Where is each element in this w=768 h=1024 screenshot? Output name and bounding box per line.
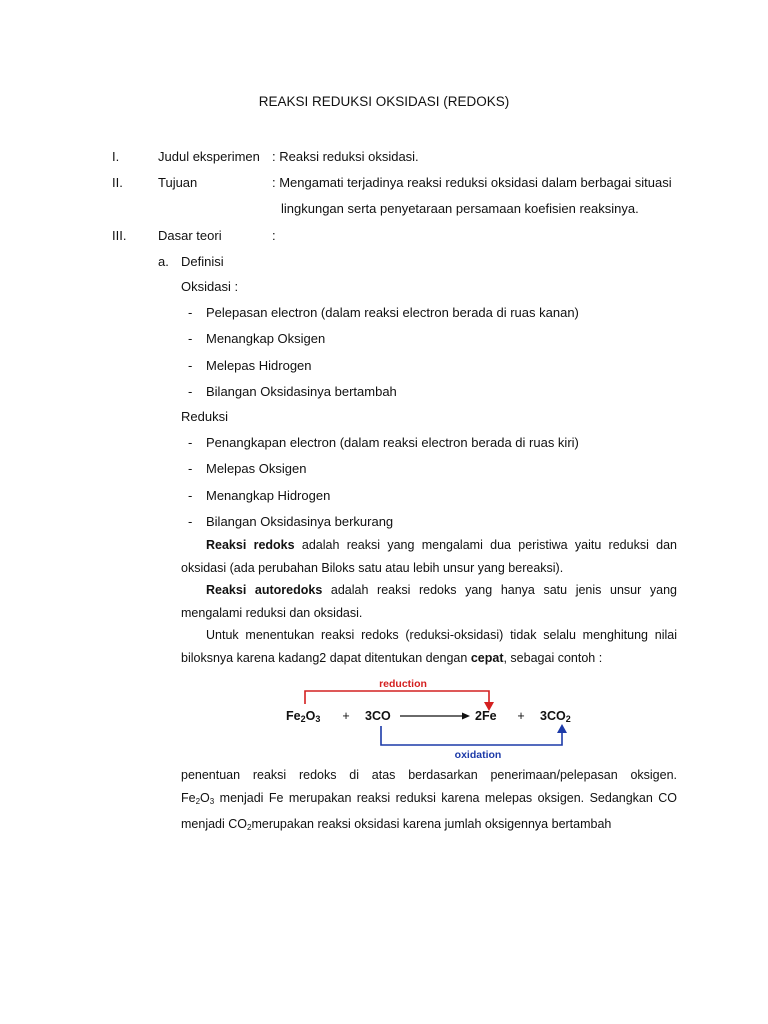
section-value: : bbox=[272, 228, 276, 243]
page-title: REAKSI REDUKSI OKSIDASI (REDOKS) bbox=[258, 94, 510, 109]
list-item: Menangkap Hidrogen bbox=[206, 488, 331, 503]
paragraph-autoredoks bbox=[181, 579, 677, 624]
paragraph-text: , sebagai contoh : bbox=[503, 650, 603, 665]
section-number: III. bbox=[112, 228, 127, 243]
paragraph-text: menjadi Fe merupakan reaksi reduksi karena melepas oksigen. Sedangkan CO bbox=[214, 790, 677, 805]
paragraph-text: merupakan reaksi oksidasi karena jumlah oksigennya bertambah bbox=[251, 817, 612, 831]
bullet-dash: - bbox=[188, 461, 193, 476]
term-redoks: Reaksi redoks bbox=[206, 538, 295, 552]
paragraph-text: oksidasi (ada perubahan Biloks satu atau lebih unsur yang bereaksi). bbox=[181, 560, 564, 575]
reduksi-heading: Reduksi bbox=[181, 409, 228, 424]
reduction-label: reduction bbox=[379, 678, 427, 690]
section-value: : Reaksi reduksi oksidasi. bbox=[272, 149, 419, 164]
reaction-arrowhead bbox=[462, 713, 470, 720]
paragraph-text: biloksnya karena kadang2 dapat ditentukan dengan bbox=[181, 650, 468, 665]
oxidation-bracket bbox=[381, 726, 562, 745]
list-item: Pelepasan electron (dalam reaksi electron berada di ruas kanan) bbox=[206, 305, 579, 320]
reduction-bracket bbox=[305, 691, 489, 704]
section-value-continued: lingkungan serta penyetaraan persamaan koefisien reaksinya. bbox=[281, 201, 639, 216]
section-label: Tujuan bbox=[158, 175, 198, 190]
bullet-dash: - bbox=[188, 435, 193, 450]
subscript: 2 bbox=[247, 823, 252, 832]
formula-text: O bbox=[200, 790, 210, 805]
paragraph-text: adalah reaksi yang mengalami dua peristiwa yaitu reduksi dan bbox=[301, 538, 677, 552]
paragraph-text: menjadi CO bbox=[181, 817, 247, 831]
list-item: Melepas Hidrogen bbox=[206, 358, 312, 373]
term-autoredoks: Reaksi autoredoks bbox=[206, 583, 323, 597]
bullet-dash: - bbox=[188, 358, 193, 373]
bullet-dash: - bbox=[188, 384, 193, 399]
list-item: Penangkapan electron (dalam reaksi electron berada di ruas kiri) bbox=[206, 435, 579, 450]
oxidation-label: oxidation bbox=[454, 749, 502, 761]
section-number: I. bbox=[112, 149, 120, 164]
paragraph-redoks bbox=[181, 534, 677, 579]
bullet-dash: - bbox=[188, 488, 193, 503]
paragraph-text: adalah reaksi redoks yang hanya satu jenis unsur yang bbox=[330, 583, 677, 597]
bullet-dash: - bbox=[188, 514, 193, 529]
paragraph-text: penentuan reaksi redoks di atas berdasarkan penerimaan/pelepasan oksigen. bbox=[181, 768, 677, 782]
section-label: Judul eksperimen bbox=[158, 149, 260, 164]
list-item: Bilangan Oksidasinya bertambah bbox=[206, 384, 397, 399]
formula-text: Fe bbox=[181, 790, 196, 805]
bullet-dash: - bbox=[188, 305, 193, 320]
paragraph-menentukan bbox=[181, 624, 677, 669]
list-item: Melepas Oksigen bbox=[206, 461, 307, 476]
term-cepat: cepat bbox=[470, 650, 504, 665]
redox-reaction-diagram bbox=[270, 672, 600, 764]
subsection-label: Definisi bbox=[181, 254, 224, 269]
section-value: : Mengamati terjadinya reaksi reduksi oksidasi dalam berbagai situasi bbox=[272, 175, 672, 190]
subscript: 3 bbox=[209, 796, 215, 806]
paragraph-text: Untuk menentukan reaksi redoks (reduksi-oksidasi) tidak selalu menghitung nilai bbox=[206, 628, 677, 642]
subsection-letter: a. bbox=[158, 254, 169, 269]
section-number: II. bbox=[112, 175, 123, 190]
list-item: Bilangan Oksidasinya berkurang bbox=[206, 514, 394, 529]
product-2fe: 2Fe bbox=[475, 709, 497, 723]
oksidasi-heading: Oksidasi : bbox=[181, 279, 239, 294]
list-item: Menangkap Oksigen bbox=[206, 331, 326, 346]
plus-sign: + bbox=[517, 709, 525, 723]
plus-sign: + bbox=[342, 709, 350, 723]
paragraph-penentuan bbox=[181, 764, 677, 840]
oxidation-arrowhead bbox=[557, 724, 567, 733]
reactant-fe2o3: Fe2O3 bbox=[286, 709, 321, 724]
subscript: 2 bbox=[195, 796, 201, 806]
section-label: Dasar teori bbox=[158, 228, 222, 243]
bullet-dash: - bbox=[188, 331, 193, 346]
product-3co2: 3CO2 bbox=[540, 709, 571, 724]
paragraph-text: mengalami reduksi dan oksidasi. bbox=[181, 605, 363, 620]
reactant-3co: 3CO bbox=[365, 709, 391, 723]
